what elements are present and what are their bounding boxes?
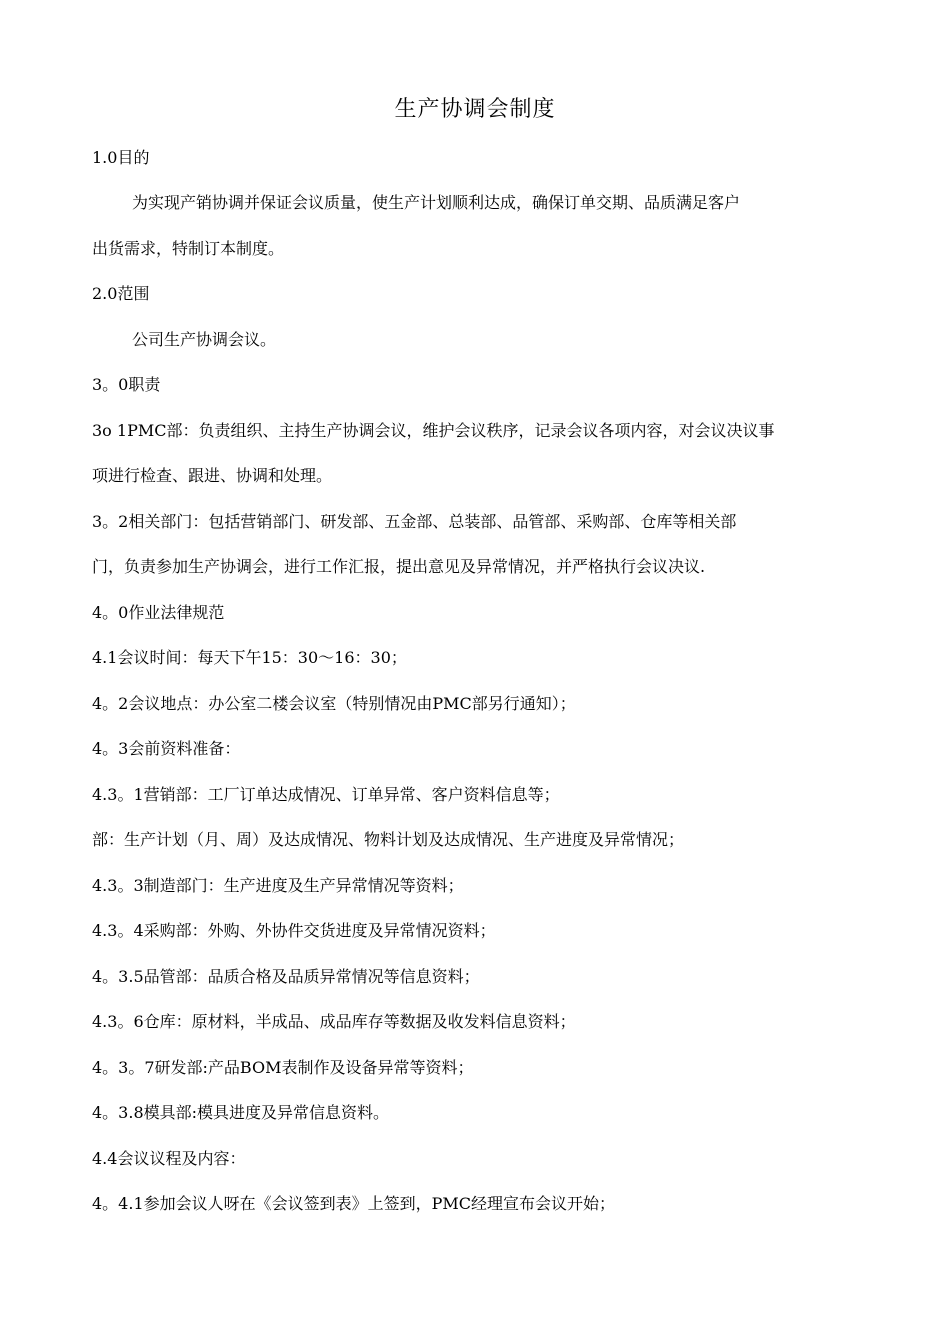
paragraph-line: 4.3。3制造部门：生产进度及生产异常情况等资料； <box>92 876 464 895</box>
paragraph-line: 4。3.5品管部：品质合格及品质异常情况等信息资料； <box>92 967 480 986</box>
paragraph-line: 4。3会前资料准备： <box>92 739 241 758</box>
paragraph-line: 4.1会议时间：每天下午15：30〜16：30； <box>92 648 407 667</box>
paragraph-line: 4.3。6仓库：原材料，半成品、成品库存等数据及收发料信息资料； <box>92 1012 576 1031</box>
section-heading-scope: 2.0范围 <box>92 284 150 303</box>
paragraph-line: 出货需求，特制订本制度。 <box>92 239 285 258</box>
paragraph-line: 门，负责参加生产协调会，进行工作汇报，提出意见及异常情况，并严格执行会议决议. <box>92 557 706 576</box>
paragraph-line: 4。4.1参加会议人呀在《会议签到表》上签到，PMC经理宣布会议开始； <box>92 1194 616 1213</box>
document-title: 生产协调会制度 <box>394 97 556 122</box>
paragraph-line: 部：生产计划（月、周）及达成情况、物料计划及达成情况、生产进度及异常情况； <box>92 830 685 849</box>
paragraph-line: 4.3。1营销部：工厂订单达成情况、订单异常、客户资料信息等； <box>92 785 560 804</box>
paragraph-line: 4。3.8模具部:模具进度及异常信息资料。 <box>92 1103 390 1122</box>
paragraph-line: 4。2会议地点：办公室二楼会议室（特别情况由PMC部另行通知）； <box>92 694 576 713</box>
paragraph-line: 公司生产协调会议。 <box>132 330 277 349</box>
section-heading-duties: 3。0职责 <box>92 375 161 394</box>
paragraph-line: 3o 1PMC部：负责组织、主持生产协调会议，维护会议秩序，记录会议各项内容，对会议决议事 <box>92 421 775 440</box>
section-heading-norms: 4。0作业法律规范 <box>92 603 225 622</box>
paragraph-line: 4。3。7研发部:产品BOM表制作及设备异常等资料； <box>92 1058 474 1077</box>
paragraph-line: 为实现产销协调并保证会议质量，使生产计划顺利达成，确保订单交期、品质满足客户 <box>132 193 741 212</box>
paragraph-line: 3。2相关部门：包括营销部门、研发部、五金部、总装部、品管部、采购部、仓库等相关部 <box>92 512 737 531</box>
section-heading-purpose: 1.0目的 <box>92 148 150 167</box>
paragraph-line: 项进行检查、跟进、协调和处理。 <box>92 466 333 485</box>
paragraph-line: 4.3。4采购部：外购、外协件交货进度及异常情况资料； <box>92 921 496 940</box>
paragraph-line: 4.4会议议程及内容： <box>92 1149 246 1168</box>
